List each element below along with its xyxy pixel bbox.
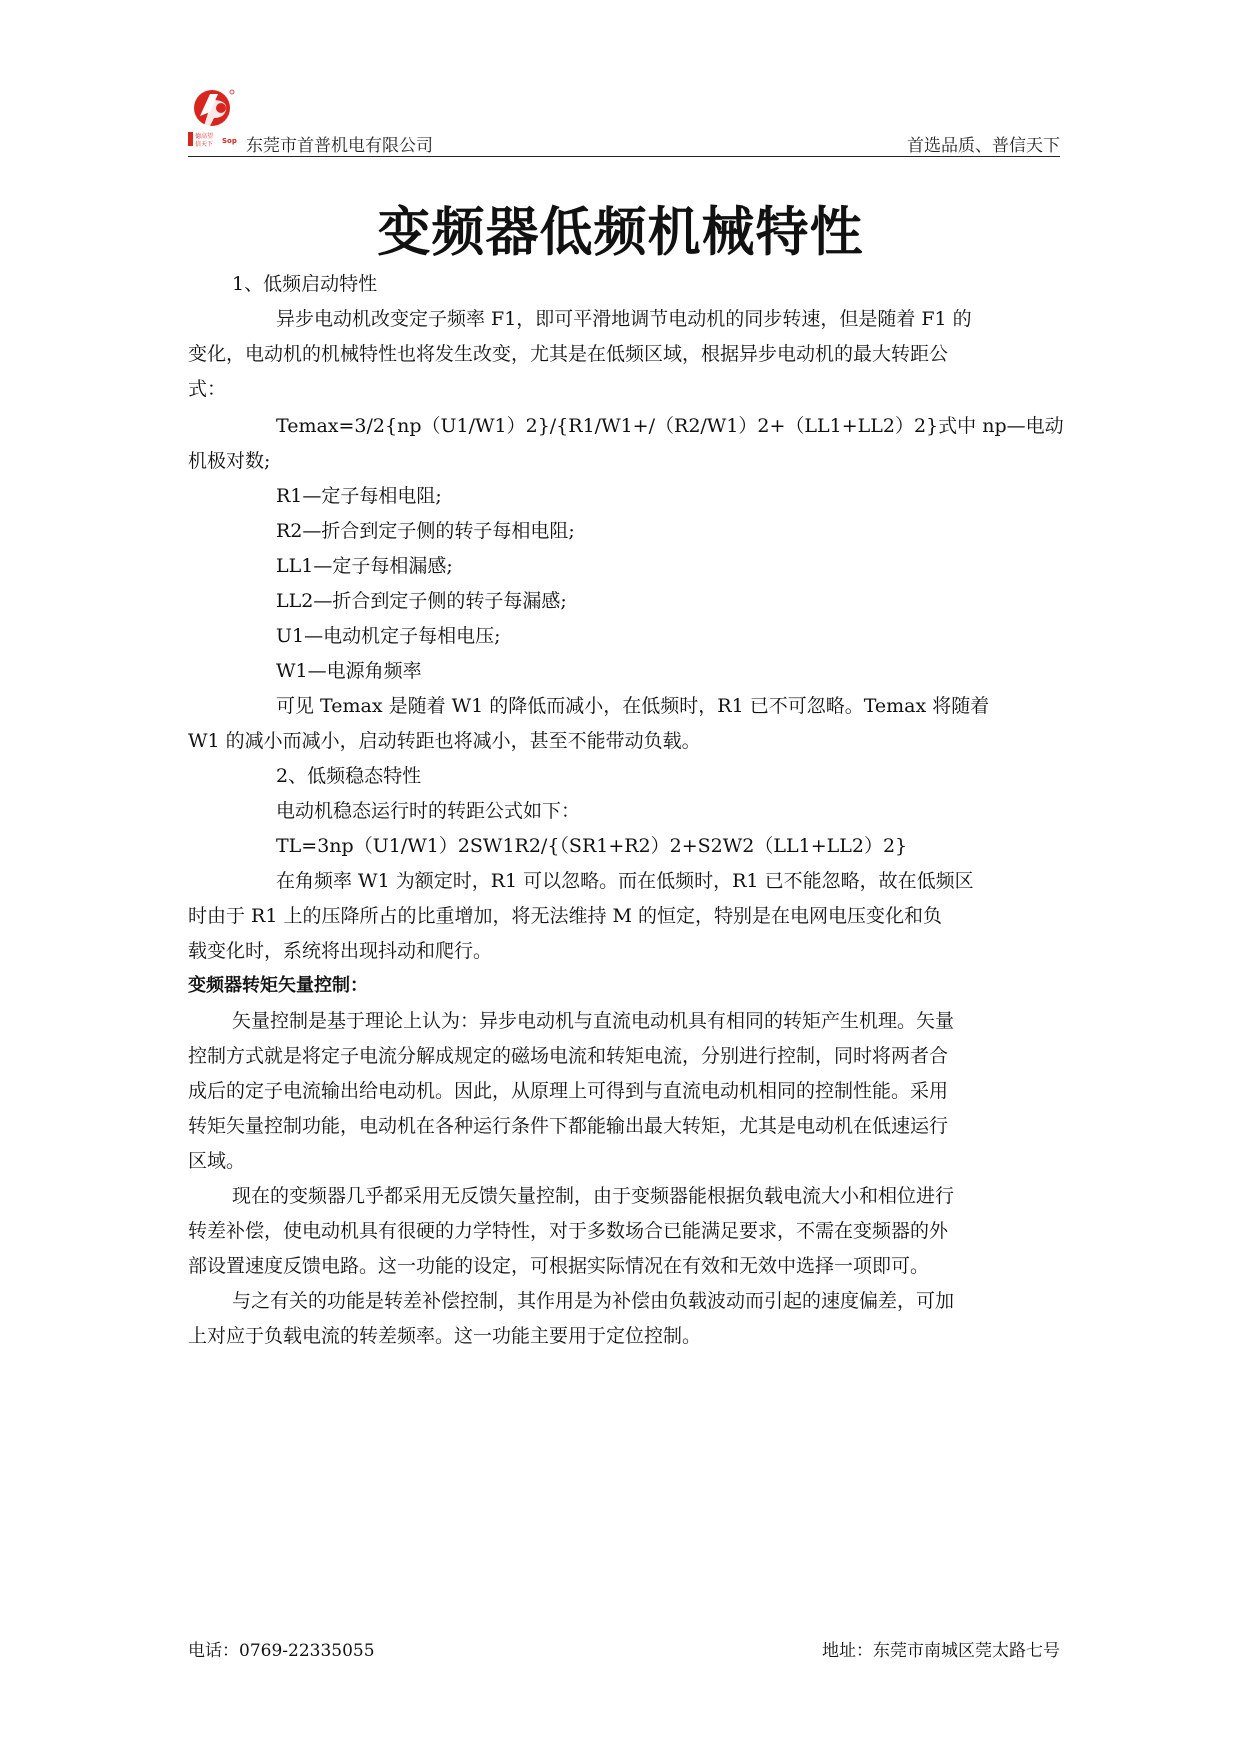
paragraph-line: 转差补偿，使电动机具有很硬的力学特性，对于多数场合已能满足要求，不需在变频器的外 (188, 1220, 949, 1242)
definition-item: LL2—折合到定子侧的转子每漏感; (276, 590, 567, 612)
paragraph-line: 电动机稳态运行时的转距公式如下： (276, 800, 581, 822)
paragraph-line: W1 的减小而减小，启动转距也将减小，甚至不能带动负载。 (188, 730, 701, 752)
footer-phone: 电话：0769-22335055 (188, 1641, 375, 1661)
svg-text:信天下: 信天下 (195, 141, 214, 148)
paragraph-line: 与之有关的功能是转差补偿控制，其作用是为补偿由负载波动而引起的速度偏差，可加 (232, 1290, 955, 1312)
formula-line: TL=3np（U1/W1）2SW1R2/{（SR1+R2）2+S2W2（LL1+LL2）2} (276, 835, 908, 857)
paragraph-line: 矢量控制是基于理论上认为：异步电动机与直流电动机具有相同的转矩产生机理。矢量 (232, 1010, 955, 1032)
paragraph-line: 在角频率 W1 为额定时，R1 可以忽略。而在低频时，R1 已不能忽略，故在低频区 (276, 870, 974, 892)
paragraph-line: 转矩矢量控制功能，电动机在各种运行条件下都能输出最大转矩，尤其是电动机在低速运行 (188, 1115, 949, 1137)
definition-item: R1—定子每相电阻; (276, 485, 442, 507)
paragraph-line: 部设置速度反馈电路。这一功能的设定，可根据实际情况在有效和无效中选择一项即可。 (188, 1255, 930, 1277)
company-slogan: 首选品质、普信天下 (907, 136, 1060, 156)
definition-item: U1—电动机定子每相电压; (276, 625, 501, 647)
paragraph-line: 成后的定子电流输出给电动机。因此，从原理上可得到与直流电动机相同的控制性能。采用 (188, 1080, 949, 1102)
header-divider (188, 156, 1060, 157)
formula-line: Temax=3/2{np（U1/W1）2}/{R1/W1+/（R2/W1）2+（LL1+LL2）2}式中 np—电动 (276, 415, 1064, 437)
page-title: 变频器低频机械特性 (377, 202, 864, 263)
paragraph-line: 时由于 R1 上的压降所占的比重增加，将无法维持 M 的恒定，特别是在电网电压变化和负 (188, 905, 943, 927)
paragraph-line: 可见 Temax 是随着 W1 的降低而减小，在低频时，R1 已不可忽略。Temax 将随着 (276, 695, 990, 717)
formula-line: 机极对数; (188, 450, 271, 472)
paragraph-line: 异步电动机改变定子频率 F1，即可平滑地调节电动机的同步转速，但是随着 F1 的 (276, 308, 972, 330)
paragraph-line: 区域。 (188, 1150, 246, 1172)
svg-text:Sop: Sop (222, 137, 237, 145)
paragraph-line: 现在的变频器几乎都采用无反馈矢量控制，由于变频器能根据负载电流大小和相位进行 (232, 1185, 955, 1207)
section-heading: 1、低频启动特性 (232, 273, 378, 295)
definition-item: R2—折合到定子侧的转子每相电阻; (276, 520, 575, 542)
definition-item: LL1—定子每相漏感; (276, 555, 453, 577)
footer-address: 地址：东莞市南城区莞太路七号 (822, 1641, 1060, 1661)
page-header (188, 86, 1060, 156)
section-heading-bold: 变频器转矩矢量控制： (188, 975, 368, 996)
paragraph-line: 控制方式就是将定子电流分解成规定的磁场电流和转矩电流，分别进行控制，同时将两者合 (188, 1045, 949, 1067)
company-name: 东莞市首普机电有限公司 (246, 136, 433, 156)
section-heading: 2、低频稳态特性 (276, 765, 422, 787)
svg-text:德高望: 德高望 (195, 133, 214, 140)
paragraph-line: 载变化时，系统将出现抖动和爬行。 (188, 940, 493, 962)
paragraph-line: 变化，电动机的机械特性也将发生改变，尤其是在低频区域，根据异步电动机的最大转距公 (188, 343, 949, 365)
company-logo (188, 86, 248, 152)
definition-item: W1—电源角频率 (276, 660, 422, 682)
paragraph-line: 上对应于负载电流的转差频率。这一功能主要用于定位控制。 (188, 1325, 702, 1347)
paragraph-line: 式： (188, 378, 227, 400)
